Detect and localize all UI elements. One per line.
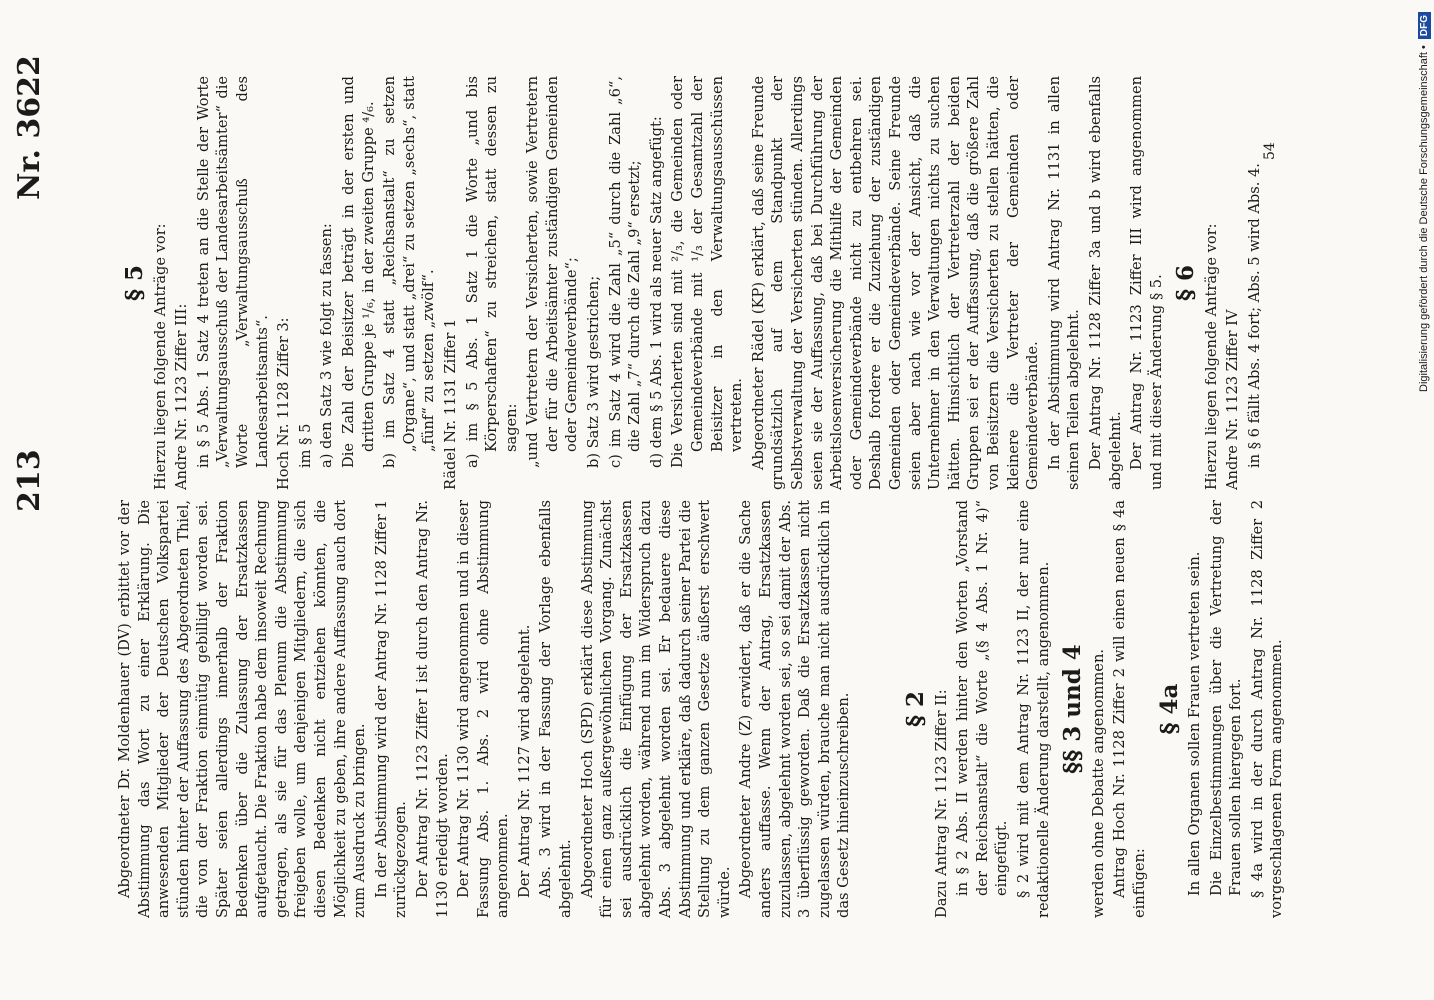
digitization-sidebar [1412,0,1434,1000]
paragraph: in § 5 Abs. 1 Satz 4 treten an die Stelle der Worte „Verwaltungsausschuß der Landesarbeitsämter“ die Worte „Verwaltungsausschuß des Landesarbeitsamts“. [194,76,271,468]
section-heading: § 6 [1172,264,1200,302]
paragraph: Abgeordneter Andre (Z) erwidert, daß er die Sache anders auffasse. Wenn der Antrag, Ersatzkassen zuzulassen, abgelehnt worden sei, so sei damit der Abs. 3 überflüssig geworden. Daß die Ersatzkassen nicht zugelassen würden, brauche man nicht ausdrücklich in das Gesetz hineinzuschreiben. [737,500,853,918]
paragraph: b) Satz 3 wird gestrichen; [585,275,603,468]
section-heading: §§ 3 und 4 [1059,644,1087,774]
paragraph: in § 2 Abs. II werden hinter den Worten „Vorstand der Reichsanstalt“ die Worte „(§ 4 Abs. 1 Nr. 4)“ eingefügt. [954,500,1011,896]
signature-mark: 54 [1262,142,1278,160]
section-heading: § 5 [121,264,148,302]
paragraph: Andre Nr. 1123 Ziffer IV [1224,309,1242,490]
digitization-note: Digitalisierung gefördert durch die Deutsche Forschungsgemeinschaft • [1418,45,1430,392]
paragraph: c) im Satz 4 wird die Zahl „5“ durch die Zahl „6“, die Zahl „7“ durch die Zahl „9“ ersetzt; [606,76,644,468]
paragraph: Abgeordneter Dr. Moldenhauer (DV) erbittet vor der Abstimmung das Wort zu einer Erklärung. Die anwesenden Mitglieder der Deutschen Volkspartei stünden hinter der Auffassung des Abgeordneten Thiel, die von der Fraktion einmütig gebilligt worden sei. Später seien allerdings innerhalb der Fraktion Bedenken über die Zulassung der Ersatzkassen aufgetaucht. Die Fraktion habe dem insoweit Rechnung getragen, als sie für das Plenum die Abstimmung freigeben wolle, um denjenigen Mitgliedern, die sich diesen Bedenken nicht entziehen könnten, die Möglichkeit zu geben, ihre andere Auffassung auch dort zum Ausdruck zu bringen. [116,500,369,918]
section-heading: § 4a [1155,683,1183,735]
paragraph: Die Zahl der Beisitzer beträgt in der ersten und dritten Gruppe je ¹/₆, in der zweiten Gruppe ⁴/₆. [339,76,377,468]
paragraph: Dazu Antrag Nr. 1123 Ziffer II: [932,689,950,918]
paragraph: Hoch Nr. 1128 Ziffer 3: [275,317,293,490]
paragraph: Abgeordneter Rädel (KP) erklärt, daß seine Freunde grundsätzlich auf dem Standpunkt der Selbstverwaltung der Versicherten stünden. Allerdings seien sie der Auffassung, daß bei Durchführung der Arbeitslosenversicherung die Mithilfe der Gemeinden oder Gemeindeverbände nicht zu entbehren sei. Deshalb fordere er die Zuziehung der zuständigen Gemeinden oder Gemeindeverbände. Seine Freunde seien aber nach wie vor der Ansicht, daß die Unternehmer in den Verwaltungen nichts zu suchen hätten. Hinsichtlich der Vertreterzahl der beiden Gruppen sei er der Auffassung, daß die größere Zahl von Beisitzern die Versicherten zu stellen hätten, die kleinere die Vertreter der Gemeinden oder Gemeindeverbände. [749,76,1042,490]
paragraph: Die Versicherten sind mit ²/₃, die Gemeinden oder Gemeindeverbände mit ¹/₃ der Gesamtzahl der Beisitzer in den Verwaltungsausschüssen vertreten. [669,76,746,468]
paragraph: a) im § 5 Abs. 1 Satz 1 die Worte „und bis Körperschaften“ zu streichen, statt dessen zu sagen: [463,76,520,468]
paragraph: Hierzu liegen folgende Anträge vor: [1202,223,1220,490]
paragraph: § 2 wird mit dem Antrag Nr. 1123 II, der nur eine redaktionelle Änderung darstellt, angenommen. [1014,500,1052,918]
paragraph: b) im Satz 4 statt „Reichsanstalt“ zu setzen „Organe“, und statt „drei“ zu setzen „sechs“, statt „fünf“ zu setzen „zwölf“. [381,76,438,468]
paragraph: Andre Nr. 1123 Ziffer III: [173,303,191,490]
paragraph: In allen Organen sollen Frauen vertreten sein. [1186,551,1204,896]
section-heading: § 2 [901,690,929,728]
paragraph: d) dem § 5 Abs. 1 wird als neuer Satz angefügt: [647,116,665,468]
paragraph: in § 6 fällt Abs. 4 fort; Abs. 5 wird Abs. 4. [1246,163,1264,468]
left-column [115,500,1345,918]
paragraph: „und Vertretern der Versicherten, sowie Vertretern der für die Arbeitsämter zuständigen Gemeinden oder Gemeindeverbände“; [524,76,581,468]
paragraph: a) den Satz 3 wie folgt zu fassen: [318,223,336,468]
paragraph: Der Antrag Nr. 1123 Ziffer III wird angenommen und mit dieser Änderung § 5. [1128,76,1165,490]
paragraph: Der Antrag Nr. 1130 wird angenommen und in dieser Fassung Abs. 1. Abs. 2 wird ohne Abstimmung angenommen. [455,500,512,918]
paragraph: In der Abstimmung wird der Antrag Nr. 1128 Ziffer 1 zurückgezogen. [372,500,410,918]
right-column [115,76,1345,490]
paragraph: Die Einzelbestimmungen über die Vertretung der Frauen sollen hiergegen fort. [1207,500,1245,896]
paragraph: im § 5 [296,423,314,468]
paragraph: Rädel Nr. 1131 Ziffer 1 [441,318,459,490]
paragraph: In der Abstimmung wird Antrag Nr. 1131 in allen seinen Teilen abgelehnt. [1045,76,1083,490]
dfg-logo: DFG [1418,12,1431,39]
page-header [0,0,80,1000]
paragraph: Der Antrag Nr. 1128 Ziffer 3a und b wird ebenfalls abgelehnt. [1086,76,1124,490]
paragraph: Der Antrag Nr. 1127 wird abgelehnt. [515,624,533,898]
page-number: 213 [12,449,47,512]
paragraph: Abs. 3 wird in der Fassung der Vorlage ebenfalls abgelehnt. [537,500,575,918]
paragraph: Der Antrag Nr. 1123 Ziffer I ist durch den Antrag Nr. 1130 erledigt worden. [413,500,451,918]
paragraph: werden ohne Debatte angenommen. [1089,649,1107,918]
paragraph: Hierzu liegen folgende Anträge vor: [151,223,169,490]
paragraph: Abgeordneter Hoch (SPD) erklärt diese Abstimmung für einen ganz außergewöhnlichen Vorgang. Zunächst sei ausdrücklich die Einfügung der Ersatzkassen abgelehnt worden, während nun im Widerspruch dazu Abs. 3 abgelehnt worden sei. Er bedauere diese Abstimmung und erkläre, daß dadurch seiner Partei die Stellung zu dem ganzen Gesetze äußerst erschwert würde. [578,500,733,918]
document-number: Nr. 3622 [12,55,47,200]
paragraph: § 4a wird in der durch Antrag Nr. 1128 Ziffer 2 vorgeschlagenen Form angenommen. [1248,500,1286,918]
paragraph: Antrag Hoch Nr. 1128 Ziffer 2 will einen neuen § 4a einfügen: [1111,500,1148,918]
